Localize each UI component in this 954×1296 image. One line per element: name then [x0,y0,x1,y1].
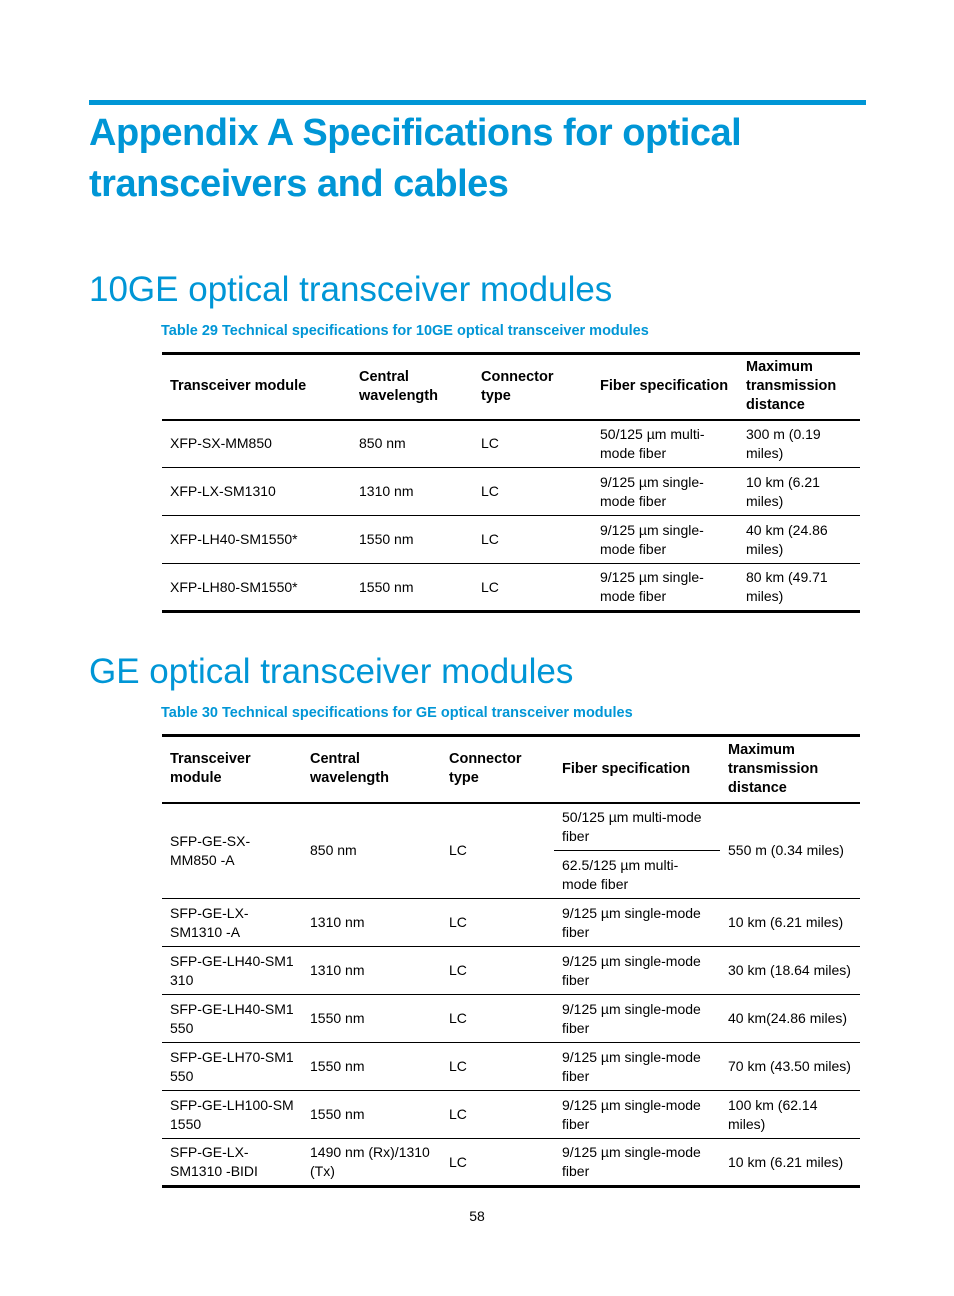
cell-wavelength: 1310 nm [359,483,414,499]
cell-wavelength: 1550 nm [359,578,414,595]
cell-module: SFP-GE-SX-MM850 -A [170,832,251,868]
header-fiber-specification: Fiber specification [600,378,729,395]
cell-connector: LC [481,483,499,499]
cell-distance: 300 m (0.19 miles) [746,425,821,461]
cell-wavelength: 1310 nm [310,914,365,930]
table-row [162,1043,860,1091]
cell-fiber: 9/125 µm single-mode fiber [562,1096,701,1132]
title-rule [89,100,866,105]
cell-module: SFP-GE-LH70-SM1 550 [170,1048,294,1084]
page-number: 58 [469,1208,485,1224]
cell-wavelength: 850 nm [359,435,406,452]
cell-fiber: 9/125 µm single-mode fiber [600,521,704,557]
table-caption-30: Table 30 Technical specifications for GE optical transceiver modules [161,705,633,721]
cell-distance: 550 m (0.34 miles) [728,842,844,859]
cell-fiber: 9/125 µm single-mode fiber [562,1048,701,1084]
cell-connector: LC [449,1106,467,1122]
header-transceiver-module: Transceiver module [170,378,307,395]
header-transceiver-module: Transceiver module [170,751,251,787]
cell-module: XFP-LH80-SM1550* [170,578,298,595]
cell-connector: LC [449,1153,467,1170]
cell-module: SFP-GE-LX-SM1310 -A [170,904,249,940]
table-row [162,995,860,1043]
cell-fiber: 9/125 µm single-mode fiber [562,1000,701,1036]
header-fiber-specification: Fiber specification [562,760,691,777]
table-header-row [162,736,860,803]
cell-fiber: 50/125 µm multi-mode fiber [600,425,705,461]
table-header-row [162,354,860,420]
cell-wavelength: 1310 nm [310,962,365,978]
cell-fiber: 9/125 µm single-mode fiber [562,1144,701,1179]
table-row [162,803,860,851]
cell-wavelength: 1550 nm [310,1106,365,1122]
cell-connector: LC [449,842,467,859]
cell-fiber: 62.5/125 µm multi-mode fiber [562,856,679,892]
cell-distance: 70 km (43.50 miles) [728,1058,851,1074]
table-row [162,1091,860,1139]
table-row [162,516,860,564]
cell-wavelength: 850 nm [310,842,357,859]
cell-fiber: 9/125 µm single-mode fiber [600,473,704,509]
table-row [162,420,860,468]
cell-fiber: 9/125 µm single-mode fiber [562,904,701,940]
cell-distance: 10 km (6.21 miles) [728,1153,844,1170]
cell-connector: LC [449,914,467,930]
section-title-ge: GE optical transceiver modules [89,652,574,691]
cell-distance: 30 km (18.64 miles) [728,962,851,978]
cell-distance: 10 km (6.21 miles) [746,473,820,509]
cell-connector: LC [481,578,499,595]
header-max-distance: Maximum transmission distance [728,741,819,796]
cell-module: SFP-GE-LH40-SM1 310 [170,952,294,988]
cell-module: XFP-SX-MM850 [170,435,272,452]
cell-distance: 40 km (24.86 miles) [746,521,828,557]
section-title-10ge: 10GE optical transceiver modules [89,270,613,309]
cell-module: SFP-GE-LX-SM1310 -BIDI [170,1144,258,1179]
table-row [162,899,860,947]
cell-connector: LC [449,962,467,978]
header-max-distance: Maximum transmission distance [746,359,837,414]
header-central-wavelength: Central wavelength [359,368,438,404]
header-connector-type: Connector type [481,368,554,404]
cell-distance: 40 km(24.86 miles) [728,1010,848,1026]
cell-module: SFP-GE-LH100-SM 1550 [170,1096,294,1132]
cell-distance: 100 km (62.14 miles) [728,1096,818,1132]
cell-connector: LC [481,531,499,547]
table-row [162,468,860,516]
cell-module: XFP-LX-SM1310 [170,483,276,499]
cell-module: XFP-LH40-SM1550* [170,531,298,547]
table-10ge-specs [162,352,860,613]
cell-fiber: 9/125 µm single-mode fiber [600,569,704,604]
cell-wavelength: 1550 nm [310,1058,365,1074]
cell-fiber: 9/125 µm single-mode fiber [562,952,701,988]
cell-module: SFP-GE-LH40-SM1 550 [170,1000,294,1036]
cell-wavelength: 1490 nm (Rx)/1310 (Tx) [310,1144,430,1179]
table-row [162,1139,860,1187]
table-row [162,947,860,995]
cell-wavelength: 1550 nm [359,531,414,547]
cell-connector: LC [449,1010,467,1026]
cell-distance: 10 km (6.21 miles) [728,914,844,930]
cell-fiber: 50/125 µm multi-mode fiber [554,803,720,851]
cell-distance: 80 km (49.71 miles) [746,569,828,604]
table-row [162,564,860,612]
cell-wavelength: 1550 nm [310,1010,365,1026]
cell-connector: LC [481,435,499,452]
appendix-title: Appendix A Specifications for optical transceivers and cables [89,112,742,205]
table-caption-29: Table 29 Technical specifications for 10GE optical transceiver modules [161,323,649,339]
header-connector-type: Connector type [449,751,522,787]
header-central-wavelength: Central wavelength [310,751,389,787]
table-ge-specs [162,734,860,1188]
cell-connector: LC [449,1058,467,1074]
